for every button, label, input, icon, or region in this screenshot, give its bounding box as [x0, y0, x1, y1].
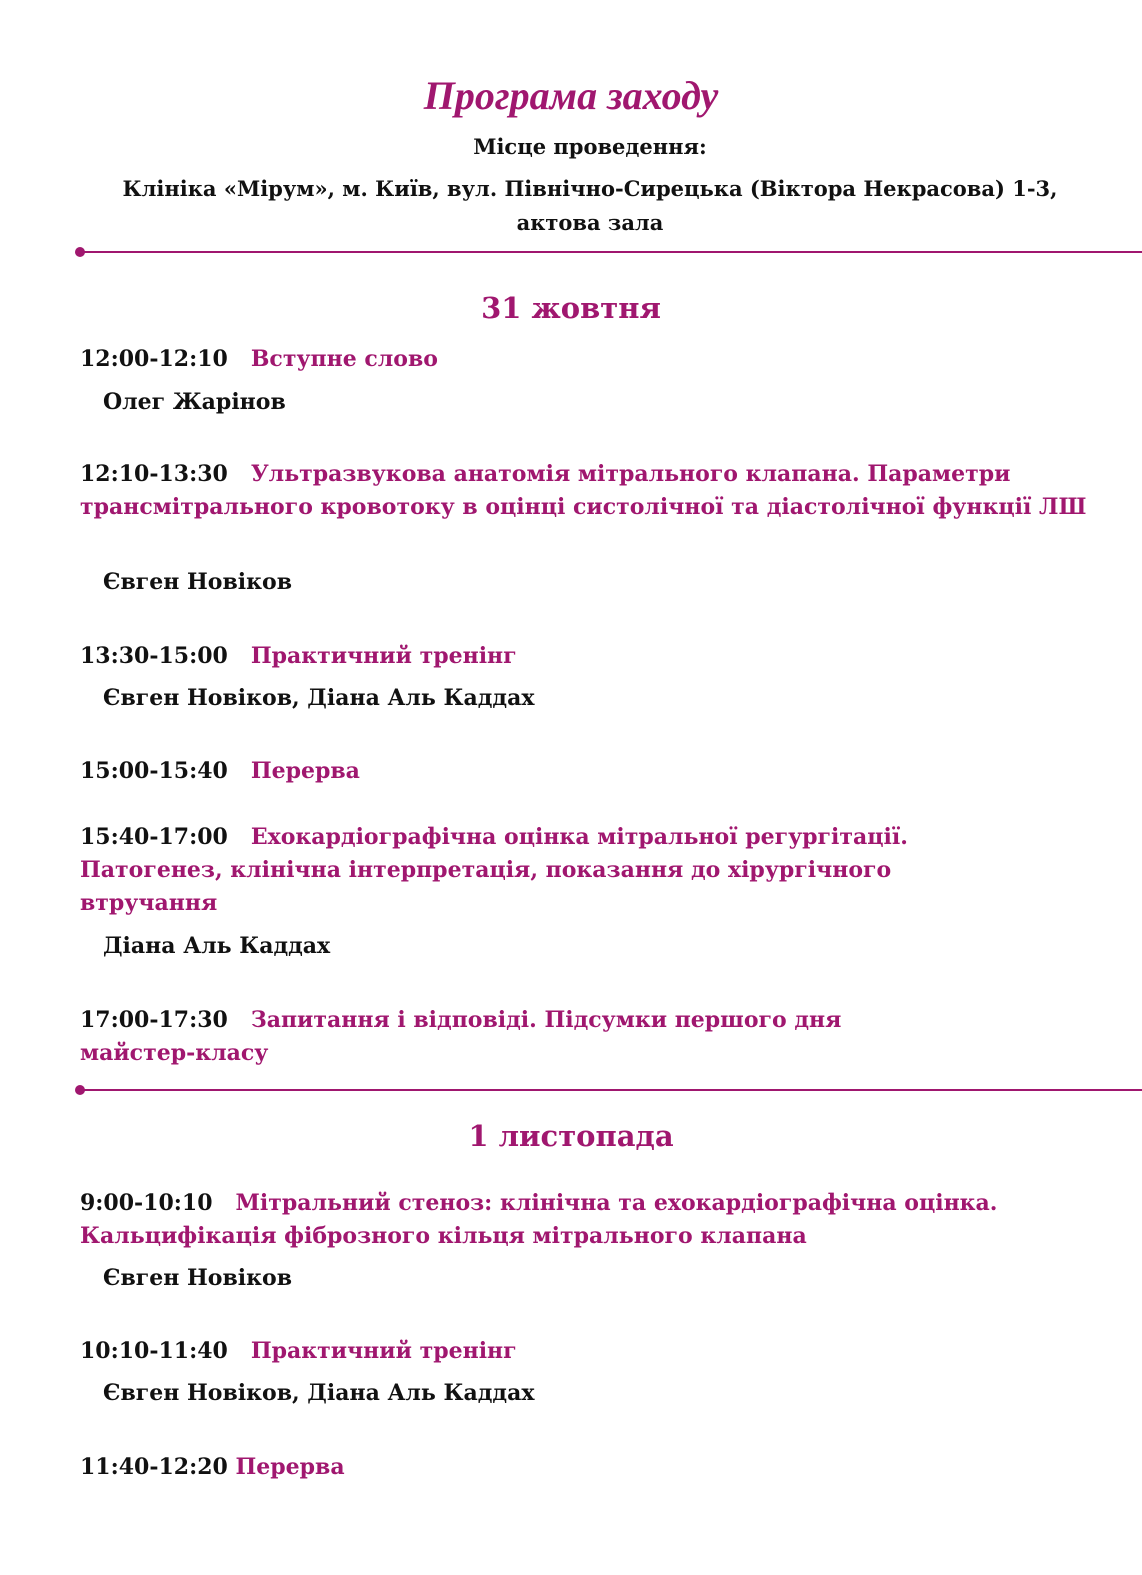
- session-speaker: Діана Аль Каддах: [103, 933, 331, 959]
- session-topic: Перерва: [250, 758, 360, 784]
- session-speaker: Євген Новіков: [103, 569, 292, 595]
- session-topic: Ехокардіографічна оцінка мітральної регургітації. Патогенез, клінічна інтерпретація, показання до хірургічного втручання: [80, 824, 908, 916]
- session-time: 10:10-11:40: [80, 1338, 228, 1364]
- section-divider: [80, 251, 1142, 253]
- session-speaker: Олег Жарінов: [103, 389, 286, 415]
- session-item: [80, 1335, 1120, 1368]
- venue-label: Місце проведення:: [473, 134, 707, 159]
- day-heading-1: 31 жовтня: [481, 291, 661, 325]
- session-separator: [228, 824, 251, 850]
- session-item: [80, 1004, 880, 1070]
- session-speaker: Євген Новіков: [103, 1265, 292, 1291]
- session-separator: [228, 1338, 251, 1364]
- session-separator: [213, 1190, 236, 1216]
- venue-address-line: Клініка «Мірум», м. Київ, вул. Північно-Сирецька (Віктора Некрасова) 1-3,: [122, 176, 1058, 201]
- session-separator: [228, 461, 251, 487]
- session-item: [80, 640, 1120, 673]
- session-topic: Запитання і відповіді. Підсумки першого дня майстер-класу: [80, 1007, 842, 1066]
- session-topic: Практичний тренінг: [250, 1338, 517, 1364]
- session-time: 15:00-15:40: [80, 758, 228, 784]
- section-divider: [80, 1089, 1142, 1091]
- venue-address: [80, 172, 1100, 240]
- session-time: 9:00-10:10: [80, 1190, 213, 1216]
- session-speaker: Євген Новіков, Діана Аль Каддах: [103, 1380, 535, 1406]
- session-topic: Мітральний стеноз: клінічна та ехокардіографічна оцінка. Кальцифікація фіброзного кільця мітрального клапана: [80, 1190, 998, 1249]
- session-separator: [228, 1454, 236, 1480]
- session-item: [80, 343, 1120, 376]
- session-separator: [228, 1007, 251, 1033]
- session-item: [80, 755, 1120, 788]
- session-separator: [228, 346, 251, 372]
- session-time: 11:40-12:20: [80, 1454, 228, 1480]
- day-heading-2: 1 листопада: [468, 1119, 674, 1153]
- session-time: 12:10-13:30: [80, 461, 228, 487]
- session-topic: Ультразвукова анатомія мітрального клапана. Параметри трансмітрального кровотоку в оцінці систолічної та діастолічної функції ЛШ: [80, 461, 1087, 520]
- session-item: [80, 1451, 1120, 1484]
- session-topic: Вступне слово: [250, 346, 438, 372]
- session-item: [80, 1187, 1040, 1253]
- session-speaker: Євген Новіков, Діана Аль Каддах: [103, 685, 535, 711]
- session-time: 13:30-15:00: [80, 643, 228, 669]
- session-time: 12:00-12:10: [80, 346, 228, 372]
- session-time: 17:00-17:30: [80, 1007, 228, 1033]
- session-item: [80, 458, 1120, 524]
- page-title: Програма заходу: [423, 73, 719, 118]
- session-time: 15:40-17:00: [80, 824, 228, 850]
- session-topic: Перерва: [235, 1454, 345, 1480]
- divider-dot: [75, 247, 85, 257]
- venue-hall: актова зала: [516, 210, 664, 235]
- session-separator: [228, 758, 251, 784]
- session-topic: Практичний тренінг: [250, 643, 517, 669]
- session-item: [80, 821, 960, 920]
- session-separator: [228, 643, 251, 669]
- divider-dot: [75, 1085, 85, 1095]
